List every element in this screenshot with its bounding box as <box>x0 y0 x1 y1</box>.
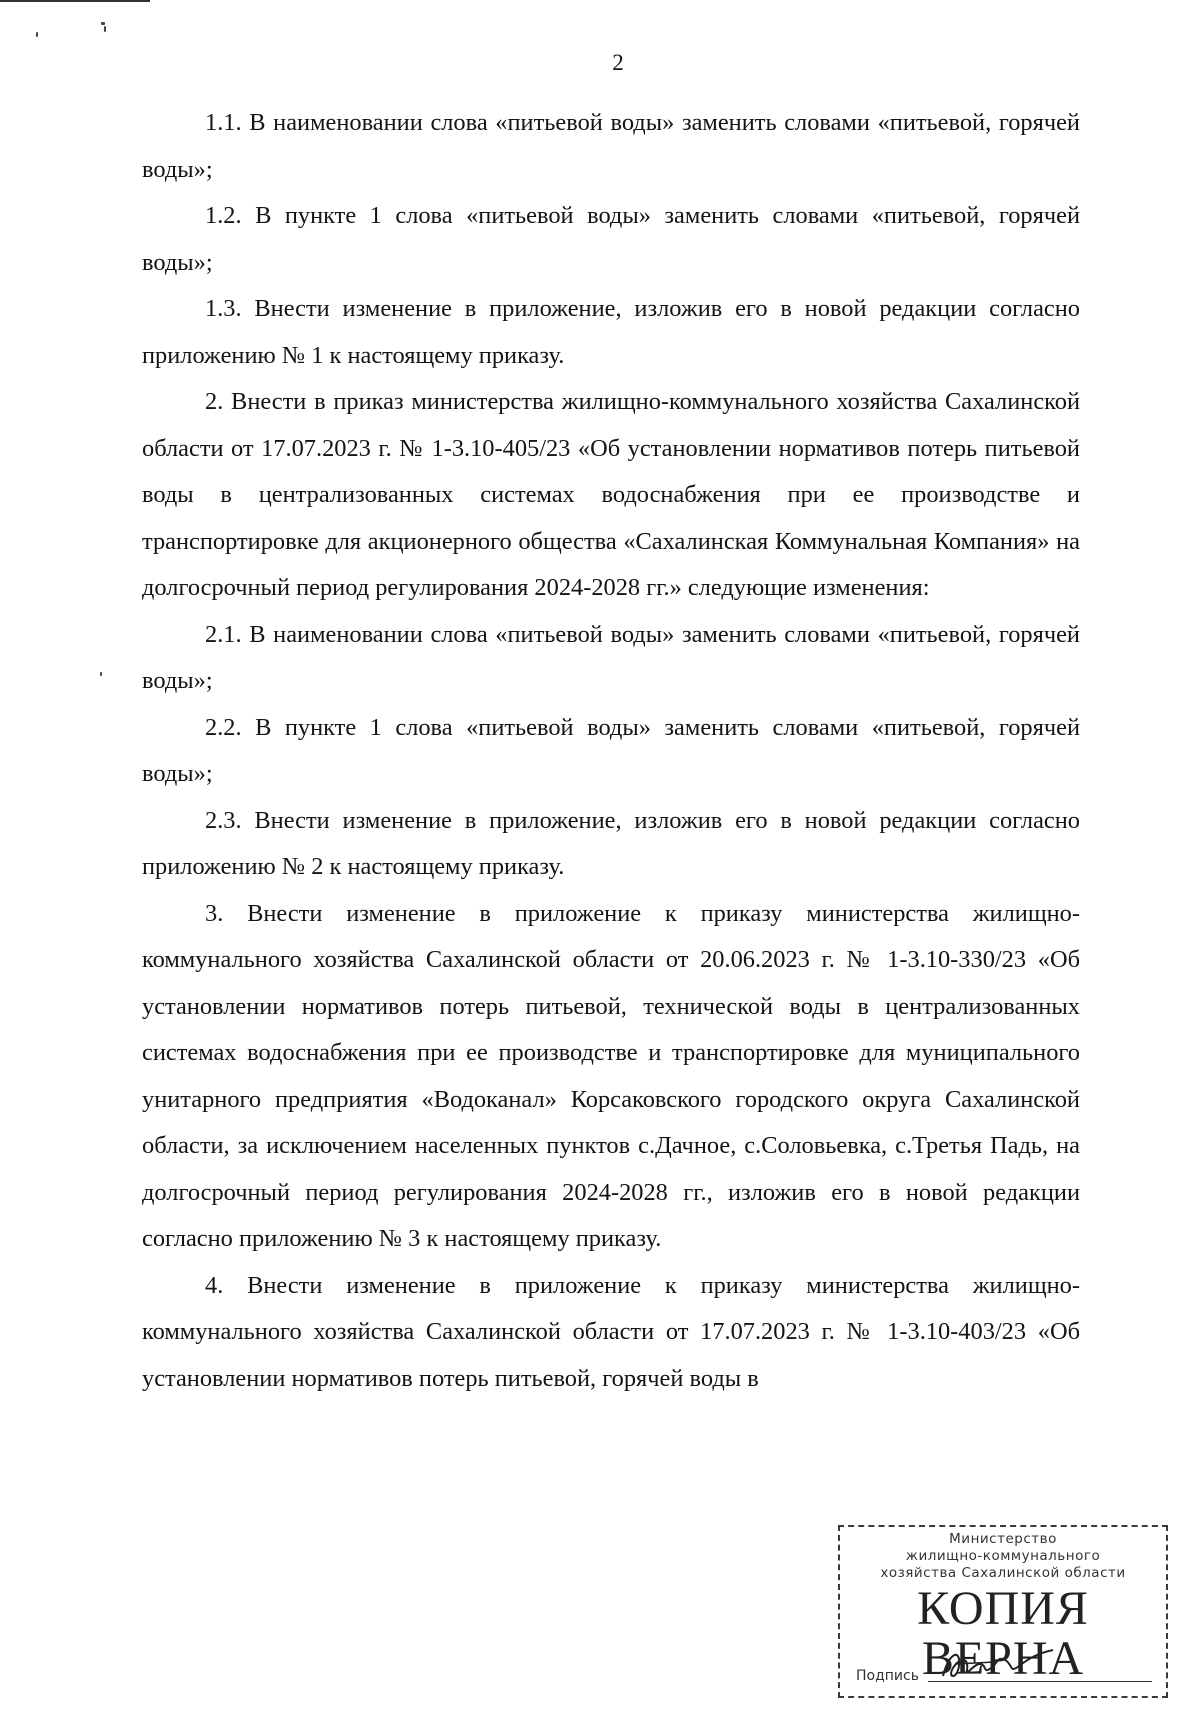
stamp-region-line: хозяйства Сахалинской области <box>880 1565 1126 1581</box>
scan-speck <box>36 32 38 37</box>
paragraph-2-3: 2.3. Внести изменение в приложение, изложив его в новой редакции согласно приложению № 2 к настоящему приказу. <box>142 806 1080 880</box>
stamp-signature-label: Подпись <box>856 1668 919 1684</box>
page-number: 2 <box>612 50 624 75</box>
paragraph-1-3: 1.3. Внести изменение в приложение, изложив его в новой редакции согласно приложению № 1 к настоящему приказу. <box>142 295 1080 369</box>
scan-speck <box>100 672 102 676</box>
paragraph-4: 4. Внести изменение в приложение к приказу министерства жилищно-коммунального хозяйства Сахалинской области от 17.07.2023 г. № 1-3.10-403/23 «Об установлении нормативов потерь питьевой, горячей воды в <box>142 1271 1080 1392</box>
paragraph-3: 3. Внести изменение в приложение к приказу министерства жилищно-коммунального хозяйства Сахалинской области от 20.06.2023 г. № 1-3.10-330/23 «Об установлении нормативов потерь питьевой, технической воды в централизованных системах водоснабжения при ее производстве и транспортировке для муниципального унитарного предприятия «Водоканал» Корсаковского городского округа Сахалинской области, за исключением населенных пунктов с.Дачное, с.Соловьевка, с.Третья Падь, на долгосрочный период регулирования 2024-2028 гг., изложив его в новой редакции согласно приложению № 3 к настоящему приказу. <box>142 899 1080 1252</box>
scan-speck <box>104 26 106 32</box>
stamp-title: КОПИЯ ВЕРНА <box>917 1582 1089 1685</box>
paragraph-2-1: 2.1. В наименовании слова «питьевой воды» заменить словами «питьевой, горячей воды»; <box>142 620 1080 694</box>
scan-top-edge-line <box>0 0 150 2</box>
paragraph-1-2: 1.2. В пункте 1 слова «питьевой воды» заменить словами «питьевой, горячей воды»; <box>142 202 1080 276</box>
stamp-ministry-line-2: жилищно-коммунального <box>905 1548 1101 1564</box>
certified-copy-stamp <box>838 1525 1168 1698</box>
scan-speck <box>101 22 105 25</box>
paragraph-2-2: 2.2. В пункте 1 слова «питьевой воды» заменить словами «питьевой, горячей воды»; <box>142 713 1080 787</box>
stamp-ministry-line: Министерство <box>949 1531 1057 1547</box>
paragraph-2: 2. Внести в приказ министерства жилищно-коммунального хозяйства Сахалинской области от 17.07.2023 г. № 1-3.10-405/23 «Об установлении нормативов потерь питьевой воды в централизованных системах водоснабжения при ее производстве и транспортировке для акционерного общества «Сахалинская Коммунальная Компания» на долгосрочный период регулирования 2024-2028 гг.» следующие изменения: <box>142 388 1080 601</box>
document-body <box>142 100 1080 1402</box>
handwritten-signature-icon <box>935 1644 1065 1684</box>
paragraph-1-1: 1.1. В наименовании слова «питьевой воды» заменить словами «питьевой, горячей воды»; <box>142 109 1080 183</box>
